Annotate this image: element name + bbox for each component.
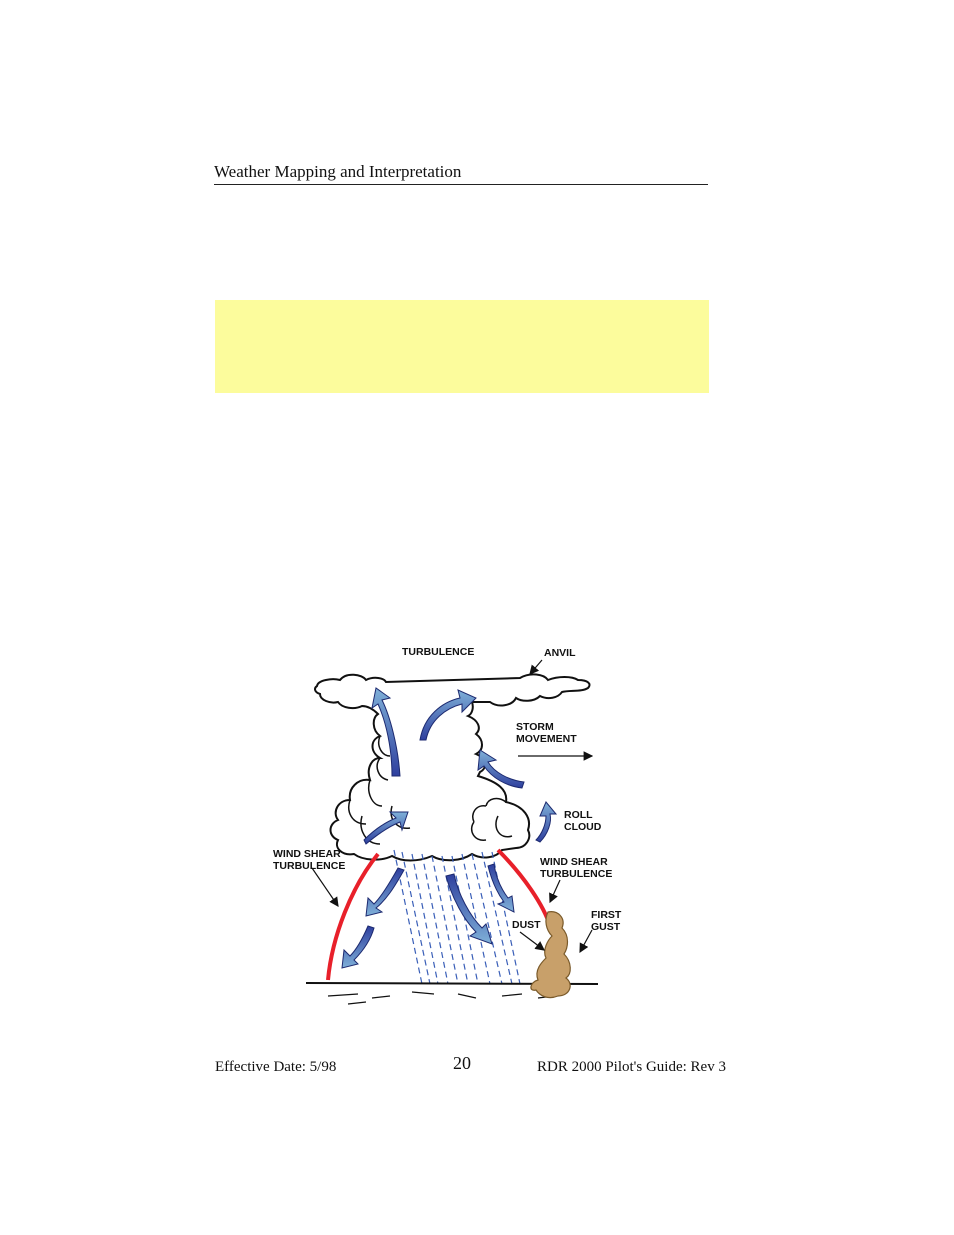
label-storm-movement: STORM MOVEMENT bbox=[516, 721, 577, 745]
label-roll-cloud: ROLL CLOUD bbox=[564, 809, 602, 833]
label-wind-shear-left: WIND SHEAR TURBULENCE bbox=[273, 848, 346, 872]
thunderstorm-illustration bbox=[262, 636, 612, 1016]
effective-date: Effective Date: 5/98 bbox=[215, 1059, 337, 1075]
roll-cloud-arrow bbox=[536, 802, 556, 842]
rain-shafts bbox=[394, 850, 520, 984]
label-anvil: ANVIL bbox=[544, 647, 576, 659]
thunderstorm-diagram bbox=[262, 636, 622, 1016]
label-turbulence: TURBULENCE bbox=[402, 646, 475, 658]
highlighted-note-box bbox=[215, 300, 709, 393]
section-title: Weather Mapping and Interpretation bbox=[214, 162, 462, 181]
downdraft-arrow-right bbox=[488, 864, 514, 912]
label-first-gust: FIRST GUST bbox=[591, 909, 622, 933]
page-number: 20 bbox=[453, 1053, 471, 1073]
label-wind-shear-right: WIND SHEAR TURBULENCE bbox=[540, 856, 613, 880]
downdraft-arrow-left bbox=[366, 868, 404, 916]
page-header bbox=[214, 162, 708, 185]
guide-title: RDR 2000 Pilot's Guide: Rev 3 bbox=[537, 1059, 726, 1075]
label-dust: DUST bbox=[512, 919, 541, 931]
outflow-arrow-left bbox=[342, 926, 374, 968]
